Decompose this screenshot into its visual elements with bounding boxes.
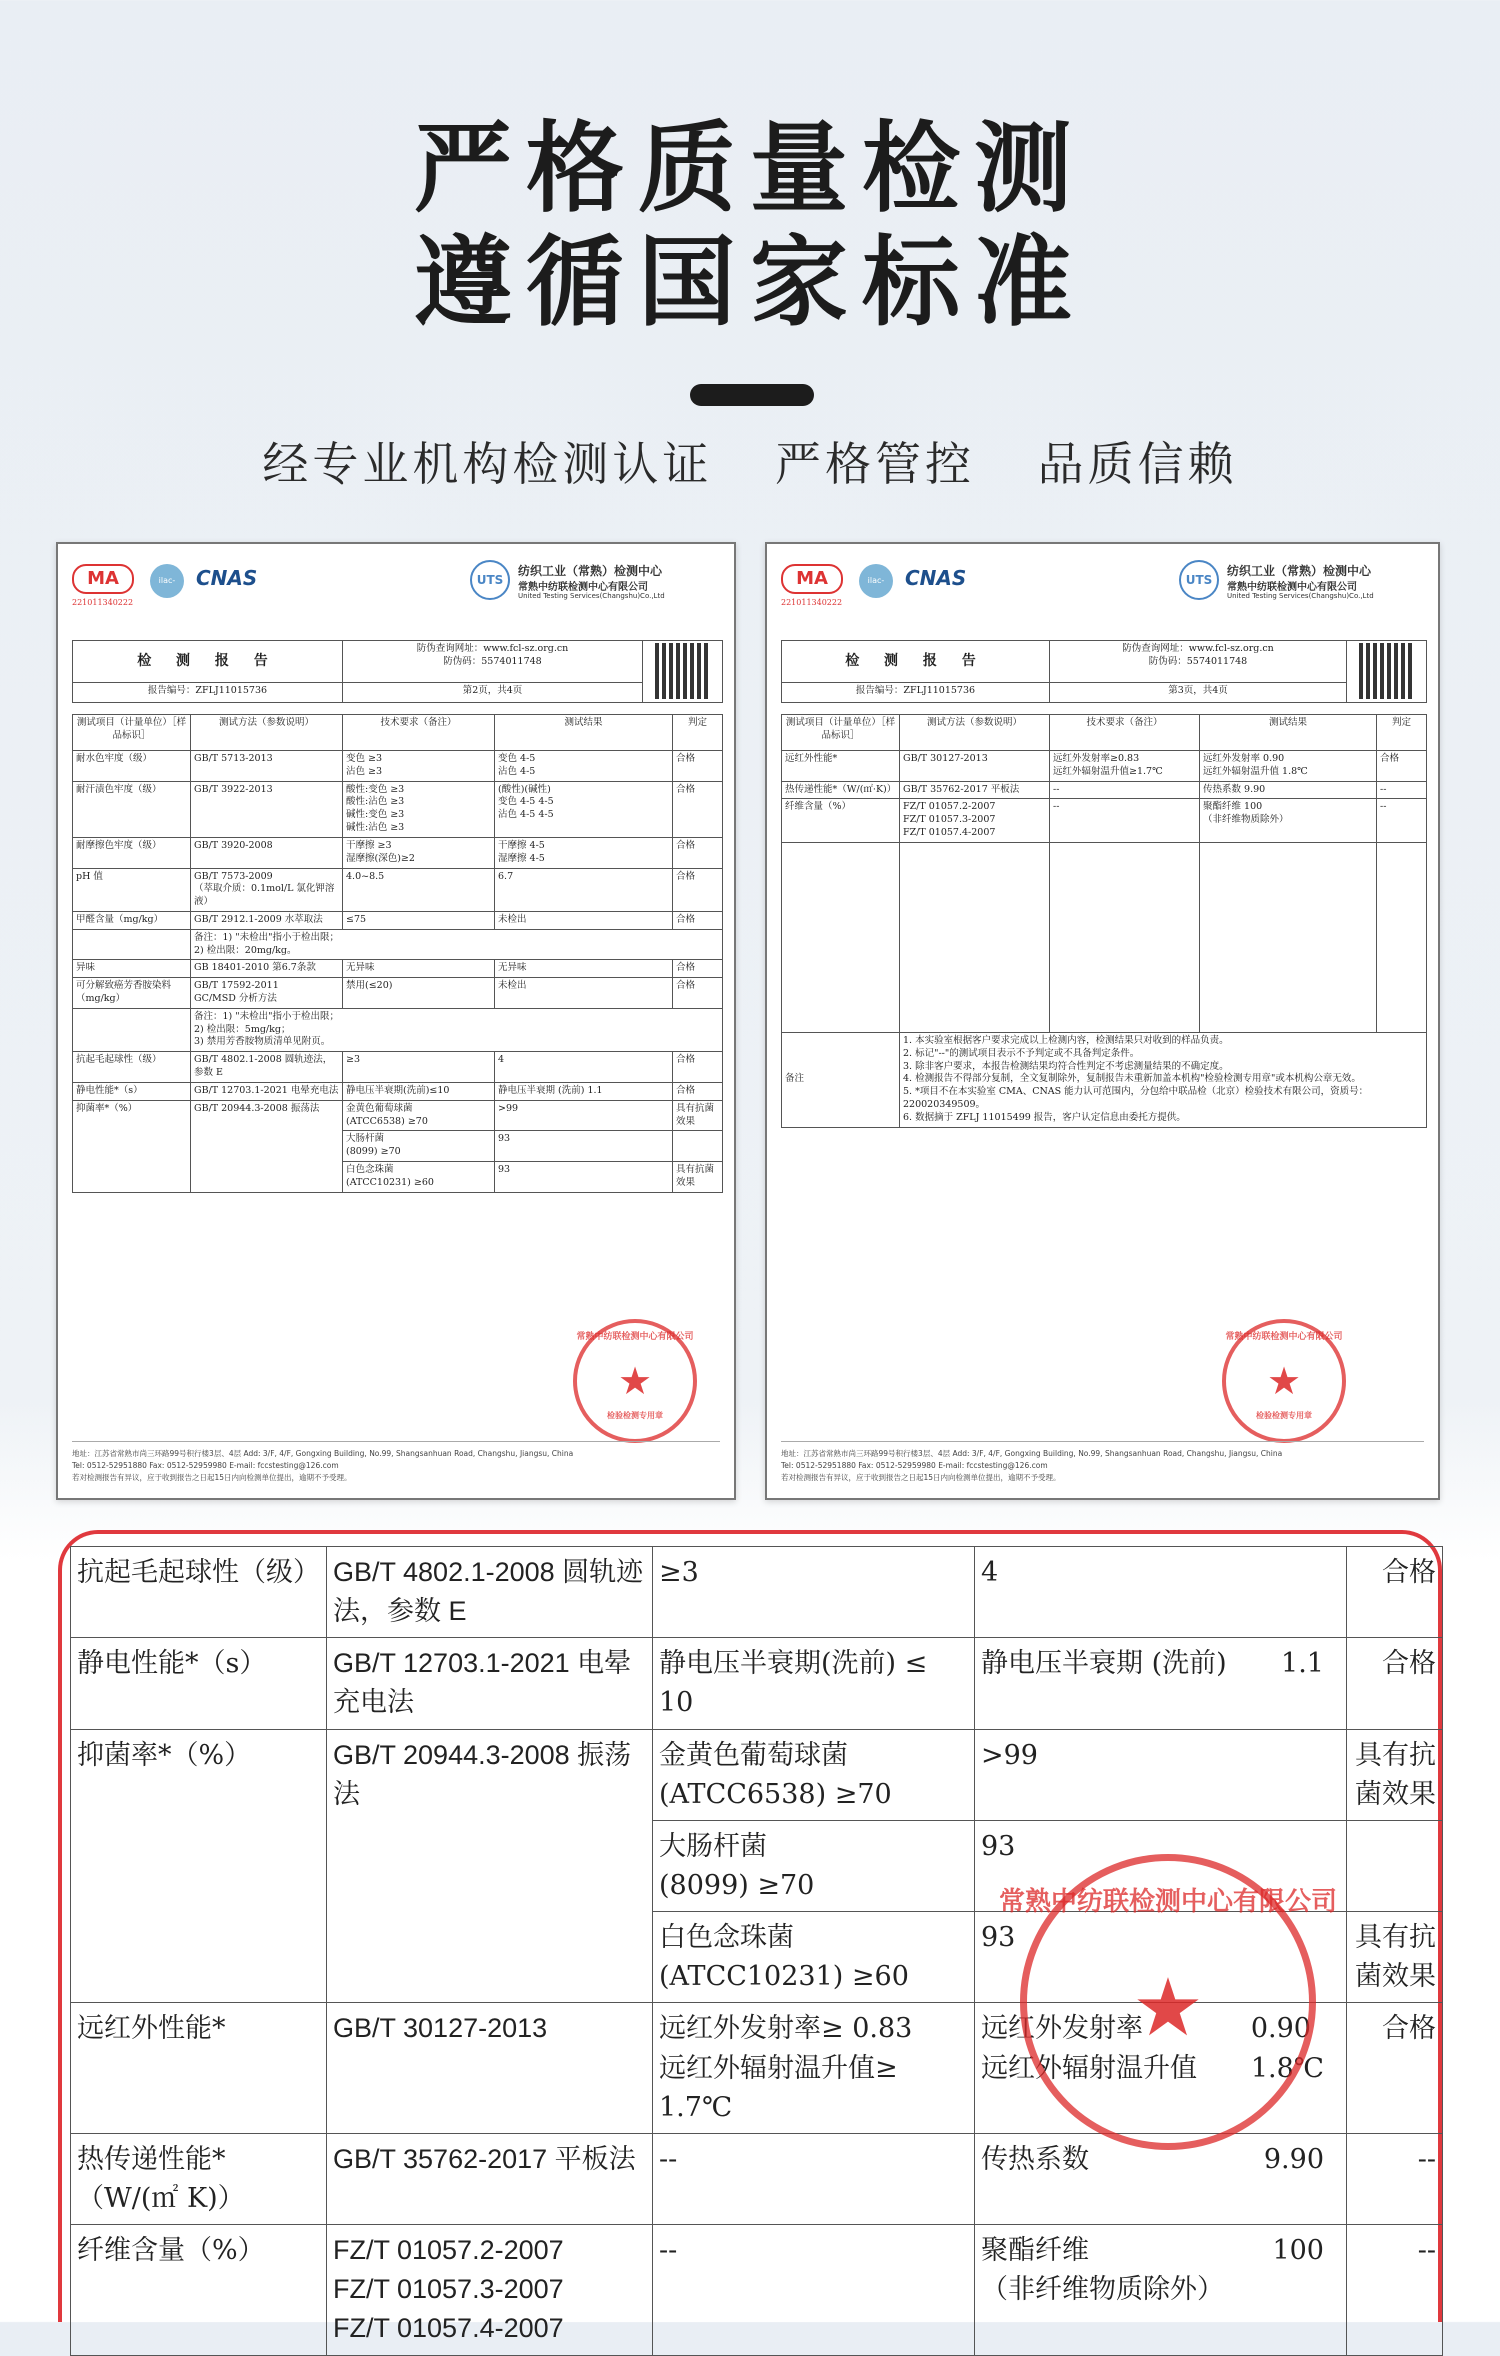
table-row [71,1729,1443,1820]
cell-req: 变色 ≥3 沾色 ≥3 [343,751,495,782]
table-row [782,751,1427,782]
report-results-table [72,714,723,1193]
cell-req: 4.0~8.5 [343,868,495,911]
table-row [73,1008,723,1051]
cell-item: 远红外性能* [782,751,900,782]
cell-req: -- [1050,781,1200,799]
cell-judge: 合格 [673,911,723,929]
subtitle-part: 品质信赖 [1037,437,1238,491]
hero-divider-bar [690,384,814,406]
cell-item: 抗起毛起球性（级） [73,1052,191,1083]
cell-method: GB/T 5713-2013 [191,751,343,782]
cell-item: 抑菌率*（%） [71,1729,327,2003]
hero-title-line2: 遵循国家标准 [413,226,1086,340]
doc-footer: 地址：江苏省常熟市尚三环路99号积行楼3层、4层 Add: 3/F, 4/F, Gongxing Building, No.99, Shangsanhuan Road, Changshu, Jiangsu, China Tel: 0512-52951880 Fax: 0512-52959980 E-mail: fccstesting@126.com 若对检测报告有异议，应于收到报告之日起15日内向检测单位提出，逾期不予受理。 [781,1441,1424,1484]
cell-req: ≤75 [343,911,495,929]
ilac-logo-icon: ilac-MRA [150,564,184,598]
zoomed-results-panel [58,1530,1442,2344]
report-page-3 [765,542,1440,1500]
col-header-judge: 判定 [673,715,723,751]
blank-cell [1377,842,1427,1032]
cell-req: 干摩擦 ≥3 湿摩擦(深色)≥2 [343,837,495,868]
cell-result: 变色 4-5 沾色 4-5 [495,751,673,782]
table-row [71,1547,1443,1638]
cell-judge [1347,1820,1443,1911]
cell-judge: 合格 [673,978,723,1009]
remarks-label: 备注 [782,1032,900,1127]
cell-judge: 合格 [673,960,723,978]
cell-judge: 具有抗菌效果 [673,1161,723,1192]
cell-method: GB/T 30127-2013 [900,751,1050,782]
doc-header [781,558,1424,619]
cell-req: 大肠杆菌 (8099) ≥70 [343,1131,495,1162]
report-number: 报告编号：ZFLJ11015736 [782,683,1050,703]
blank-cell [1050,842,1200,1032]
col-header-method: 测试方法（参数说明） [900,715,1050,751]
cell-req: 金黄色葡萄球菌 (ATCC6538) ≥70 [343,1100,495,1131]
cell-result: >99 [495,1100,673,1131]
cell-item: 耐摩擦色牢度（级） [73,837,191,868]
cell-req: -- [653,2225,975,2355]
cell-result [975,1638,1347,1729]
cma-number: 221011340222 [72,598,134,607]
result-label: 4 [981,1557,999,1588]
col-header-judge: 判定 [1377,715,1427,751]
cell-req: ≥3 [343,1052,495,1083]
cell-judge: 合格 [673,1082,723,1100]
ilac-logo-icon: ilac-MRA [859,564,893,598]
result-value: 100 [1272,2235,1324,2267]
cell-item: 远红外性能* [71,2003,327,2133]
cell-judge: 具有抗菌效果 [673,1100,723,1131]
cell-result: 93 [495,1161,673,1192]
report-head-table [781,640,1427,703]
cell-item: 抗起毛起球性（级） [71,1547,327,1638]
col-header-req: 技术要求（备注） [343,715,495,751]
cell-req: ≥3 [653,1547,975,1638]
cma-number: 221011340222 [781,598,843,607]
uts-logo-icon: UTS [1179,560,1219,600]
cell-req: 禁用(≤20) [343,978,495,1009]
cell-req: 静电压半衰期(洗前)≤10 [343,1082,495,1100]
table-row [71,1638,1443,1729]
cell-item: 热传递性能* （W/(㎡ K)） [71,2133,327,2224]
cell-req: 远红外发射率≥ 0.83 远红外辐射温升值≥ 1.7℃ [653,2003,975,2133]
cell-judge: 合格 [673,751,723,782]
col-header-method: 测试方法（参数说明） [191,715,343,751]
cell-item: 可分解致癌芳香胺染料（mg/kg） [73,978,191,1009]
cell-judge [673,1131,723,1162]
result-label: 93 [981,1922,1016,1954]
report-page-2 [56,542,736,1500]
col-header-req: 技术要求（备注） [1050,715,1200,751]
cell-method: GB 18401-2010 第6.7条款 [191,960,343,978]
uts-logo-icon: UTS [470,560,510,600]
table-row [782,781,1427,799]
table-row [73,978,723,1009]
qr-code-icon [1347,641,1427,703]
cell-item: 异味 [73,960,191,978]
cell-method: GB/T 2912.1-2009 水萃取法 [191,911,343,929]
page-number: 第3页，共4页 [1050,683,1347,703]
cell-result: 静电压半衰期 (洗前) 1.1 [495,1082,673,1100]
cell-method: GB/T 35762-2017 平板法 [900,781,1050,799]
cma-logo-icon: MA [781,564,843,594]
cell-method: FZ/T 01057.2-2007 FZ/T 01057.3-2007 FZ/T 01057.4-2007 [900,799,1050,842]
table-row [782,799,1427,842]
cell-result: 93 [495,1131,673,1162]
page-number: 第2页，共4页 [343,683,643,703]
blank-cell [900,842,1050,1032]
cell-req: 金黄色葡萄球菌 (ATCC6538) ≥70 [653,1729,975,1820]
cell-req: 无异味 [343,960,495,978]
remark-line: 3. 除非客户要求，本报告检测结果均符合性判定不考虑测量结果的不确定度。 [903,1060,1229,1072]
col-header-result: 测试结果 [495,715,673,751]
cell-method: GB/T 4802.1-2008 圆轨迹法，参数 E [327,1547,653,1638]
cell-item: pH 值 [73,868,191,911]
table-row [73,868,723,911]
cell-judge: 合格 [673,868,723,911]
table-row [71,2133,1443,2224]
cell-result: 聚酯纤维 100 （非纤维物质除外） [1200,799,1377,842]
table-note: 备注：1) "未检出"指小于检出限； 2) 检出限：20mg/kg。 [191,929,723,960]
org-name: 纺织工业（常熟）检测中心 [1227,564,1372,578]
cell-result: 4 [495,1052,673,1083]
cell-item: 静电性能*（s） [73,1082,191,1100]
report-head-table [72,640,723,703]
cell-req: 白色念珠菌 (ATCC10231) ≥60 [343,1161,495,1192]
hero-subtitle [0,428,1500,494]
note-spacer [73,929,191,960]
query-info: 防伪查询网址：www.fcl-sz.org.cn 防伪码：5574011748 [1050,641,1347,683]
remarks-content [900,1032,1427,1127]
cell-item: 耐汗渍色牢度（级） [73,781,191,837]
blank-cell [1200,842,1377,1032]
cell-judge: 合格 [673,781,723,837]
table-row [73,781,723,837]
table-row [73,911,723,929]
cell-method: GB/T 12703.1-2021 电晕充电法 [327,1638,653,1729]
table-row [73,1100,723,1131]
doc-footer: 地址：江苏省常熟市尚三环路99号积行楼3层、4层 Add: 3/F, 4/F, Gongxing Building, No.99, Shangsanhuan Road, Changshu, Jiangsu, China Tel: 0512-52951880 Fax: 0512-52959980 E-mail: fccstesting@126.com 若对检测报告有异议，应于收到报告之日起15日内向检测单位提出，逾期不予受理。 [72,1441,720,1484]
result-value: 9.90 [1263,2143,1324,2175]
cell-req: 远红外发射率≥0.83 远红外辐射温升值≥1.7℃ [1050,751,1200,782]
query-info: 防伪查询网址：www.fcl-sz.org.cn 防伪码：5574011748 [343,641,643,683]
remark-line: 5. *项目不在本实验室 CMA、CNAS 能力认可范围内，分包给中联品检（北京）检验技术有限公司，资质号：220020349509。 [903,1086,1369,1110]
report-title: 检 测 报 告 [782,641,1050,683]
cell-method: GB/T 17592-2011 GC/MSD 分析方法 [191,978,343,1009]
cell-method: GB/T 3922-2013 [191,781,343,837]
cell-result: 传热系数 9.90 [1200,781,1377,799]
cell-item: 热传递性能*（W/(㎡·K)） [782,781,900,799]
table-row [71,2225,1443,2355]
cell-result: 无异味 [495,960,673,978]
remark-line: 1. 本实验室根据客户要求完成以上检测内容，检测结果只对收到的样品负责。 [903,1034,1229,1046]
official-seal-icon: ★ 常熟中纺联检测中心有限公司 [1020,1854,1316,2150]
result-value: 0.90 1.8℃ [1250,2013,1324,2084]
cell-req: 酸性:变色 ≥3 酸性:沾色 ≥3 碱性:变色 ≥3 碱性:沾色 ≥3 [343,781,495,837]
col-header-item: 测试项目（计量单位）［样品标识］ [782,715,900,751]
cnas-logo-icon: CNAS [196,566,258,590]
cell-item: 静电性能*（s） [71,1638,327,1729]
cell-judge: 合格 [1347,2003,1443,2133]
cell-req: -- [1050,799,1200,842]
remark-line: 2. 标记"--"的测试项目表示不予判定或不具备判定条件。 [903,1047,1140,1059]
org-name: 纺织工业（常熟）检测中心 [518,564,663,578]
cma-logo-icon: MA [72,564,134,594]
result-label: 静电压半衰期 (洗前) [981,1648,1227,1680]
official-seal-icon: ★ 常熟中纺联检测中心有限公司 检验检测专用章 [1222,1319,1346,1443]
blank-cell [782,842,900,1032]
cell-req: 大肠杆菌 (8099) ≥70 [653,1820,975,1911]
remark-line: 6. 数据摘于 ZFLJ 11015499 报告，客户认定信息由委托方提供。 [903,1111,1186,1123]
cell-item: 耐水色牢度（级） [73,751,191,782]
cell-judge: 合格 [1347,1638,1443,1729]
cell-judge: -- [1377,781,1427,799]
cell-judge: 具有抗 菌效果 [1347,1912,1443,2003]
org-name-2: 常熟中纺联检测中心有限公司 [518,582,648,593]
hero-title-line1: 严格质量检测 [413,112,1086,226]
col-header-result: 测试结果 [1200,715,1377,751]
subtitle-part: 经专业机构检测认证 [262,437,713,491]
cell-result: 干摩擦 4-5 湿摩擦 4-5 [495,837,673,868]
cell-judge: 合格 [1377,751,1427,782]
table-note: 备注：1) "未检出"指小于检出限； 2) 检出限：5mg/kg； 3) 禁用芳香胺物质清单见附页。 [191,1008,723,1051]
cell-item: 抑菌率*（%） [73,1100,191,1192]
table-row-blank [782,842,1427,1032]
result-label: >99 [981,1739,1038,1771]
cell-judge: -- [1377,799,1427,842]
cell-result [975,2225,1347,2355]
cell-result: 6.7 [495,868,673,911]
table-row [73,929,723,960]
org-name-2: 常熟中纺联检测中心有限公司 [1227,582,1357,593]
note-spacer [73,1008,191,1051]
cell-method: GB/T 35762-2017 平板法 [327,2133,653,2224]
table-row [73,837,723,868]
cell-method: GB/T 4802.1-2008 圆轨迹法，参数 E [191,1052,343,1083]
report-number: 报告编号：ZFLJ11015736 [73,683,343,703]
cell-result: (酸性)(碱性) 变色 4-5 4-5 沾色 4-5 4-5 [495,781,673,837]
cell-req: -- [653,2133,975,2224]
qr-code-icon [643,641,723,703]
table-row [73,751,723,782]
cnas-logo-icon: CNAS [905,566,967,590]
official-seal-icon: ★ 常熟中纺联检测中心有限公司 检验检测专用章 [573,1319,697,1443]
cell-judge: 具有抗 菌效果 [1347,1729,1443,1820]
cell-item: 纤维含量（%） [782,799,900,842]
cell-judge: 合格 [673,1052,723,1083]
cell-judge: -- [1347,2133,1443,2224]
cell-result: 未检出 [495,911,673,929]
cell-judge: -- [1347,2225,1443,2355]
cell-judge: 合格 [1347,1547,1443,1638]
cell-result: 远红外发射率 0.90 远红外辐射温升值 1.8℃ [1200,751,1377,782]
remark-line: 4. 检测报告不得部分复制，全文复制除外，复制报告未重新加盖本机构"检验检测专用章"或本机构公章无效。 [903,1073,1361,1085]
table-row [73,960,723,978]
result-value: 1.1 [1281,1648,1324,1680]
result-label: 聚酯纤维 （非纤维物质除外） [981,2235,1224,2306]
cell-method: GB/T 20944.3-2008 振荡法 [191,1100,343,1192]
cell-item: 甲醛含量（mg/kg） [73,911,191,929]
subtitle-part: 严格管控 [775,437,975,491]
report-results-table [781,714,1427,1128]
table-row [73,1052,723,1083]
result-label: 93 [981,1830,1016,1862]
cell-req: 白色念珠菌 (ATCC10231) ≥60 [653,1912,975,2003]
result-label: 传热系数 [981,2143,1089,2175]
cell-method: GB/T 7573-2009 （萃取介质：0.1mol/L 氯化钾溶液） [191,868,343,911]
cell-method: FZ/T 01057.2-2007 FZ/T 01057.3-2007 FZ/T 01057.4-2007 [327,2225,653,2355]
cell-item: 纤维含量（%） [71,2225,327,2355]
cell-result [975,1547,1347,1638]
table-row [73,1082,723,1100]
remarks-row [782,1032,1427,1127]
cell-req: 静电压半衰期(洗前) ≤ 10 [653,1638,975,1729]
col-header-item: 测试项目（计量单位）［样品标识］ [73,715,191,751]
result-label: 远红外发射率 远红外辐射温升值 [981,2013,1197,2084]
cell-method: GB/T 3920-2008 [191,837,343,868]
org-name-en: United Testing Services(Changshu)Co.,Ltd [518,592,665,600]
cell-judge: 合格 [673,837,723,868]
org-name-en: United Testing Services(Changshu)Co.,Ltd [1227,592,1374,600]
cell-method: GB/T 20944.3-2008 振荡法 [327,1729,653,2003]
cell-method: GB/T 30127-2013 [327,2003,653,2133]
cell-result [975,1729,1347,1820]
cell-result: 未检出 [495,978,673,1009]
report-title: 检 测 报 告 [73,641,343,683]
doc-header [72,558,720,619]
cell-method: GB/T 12703.1-2021 电晕充电法 [191,1082,343,1100]
